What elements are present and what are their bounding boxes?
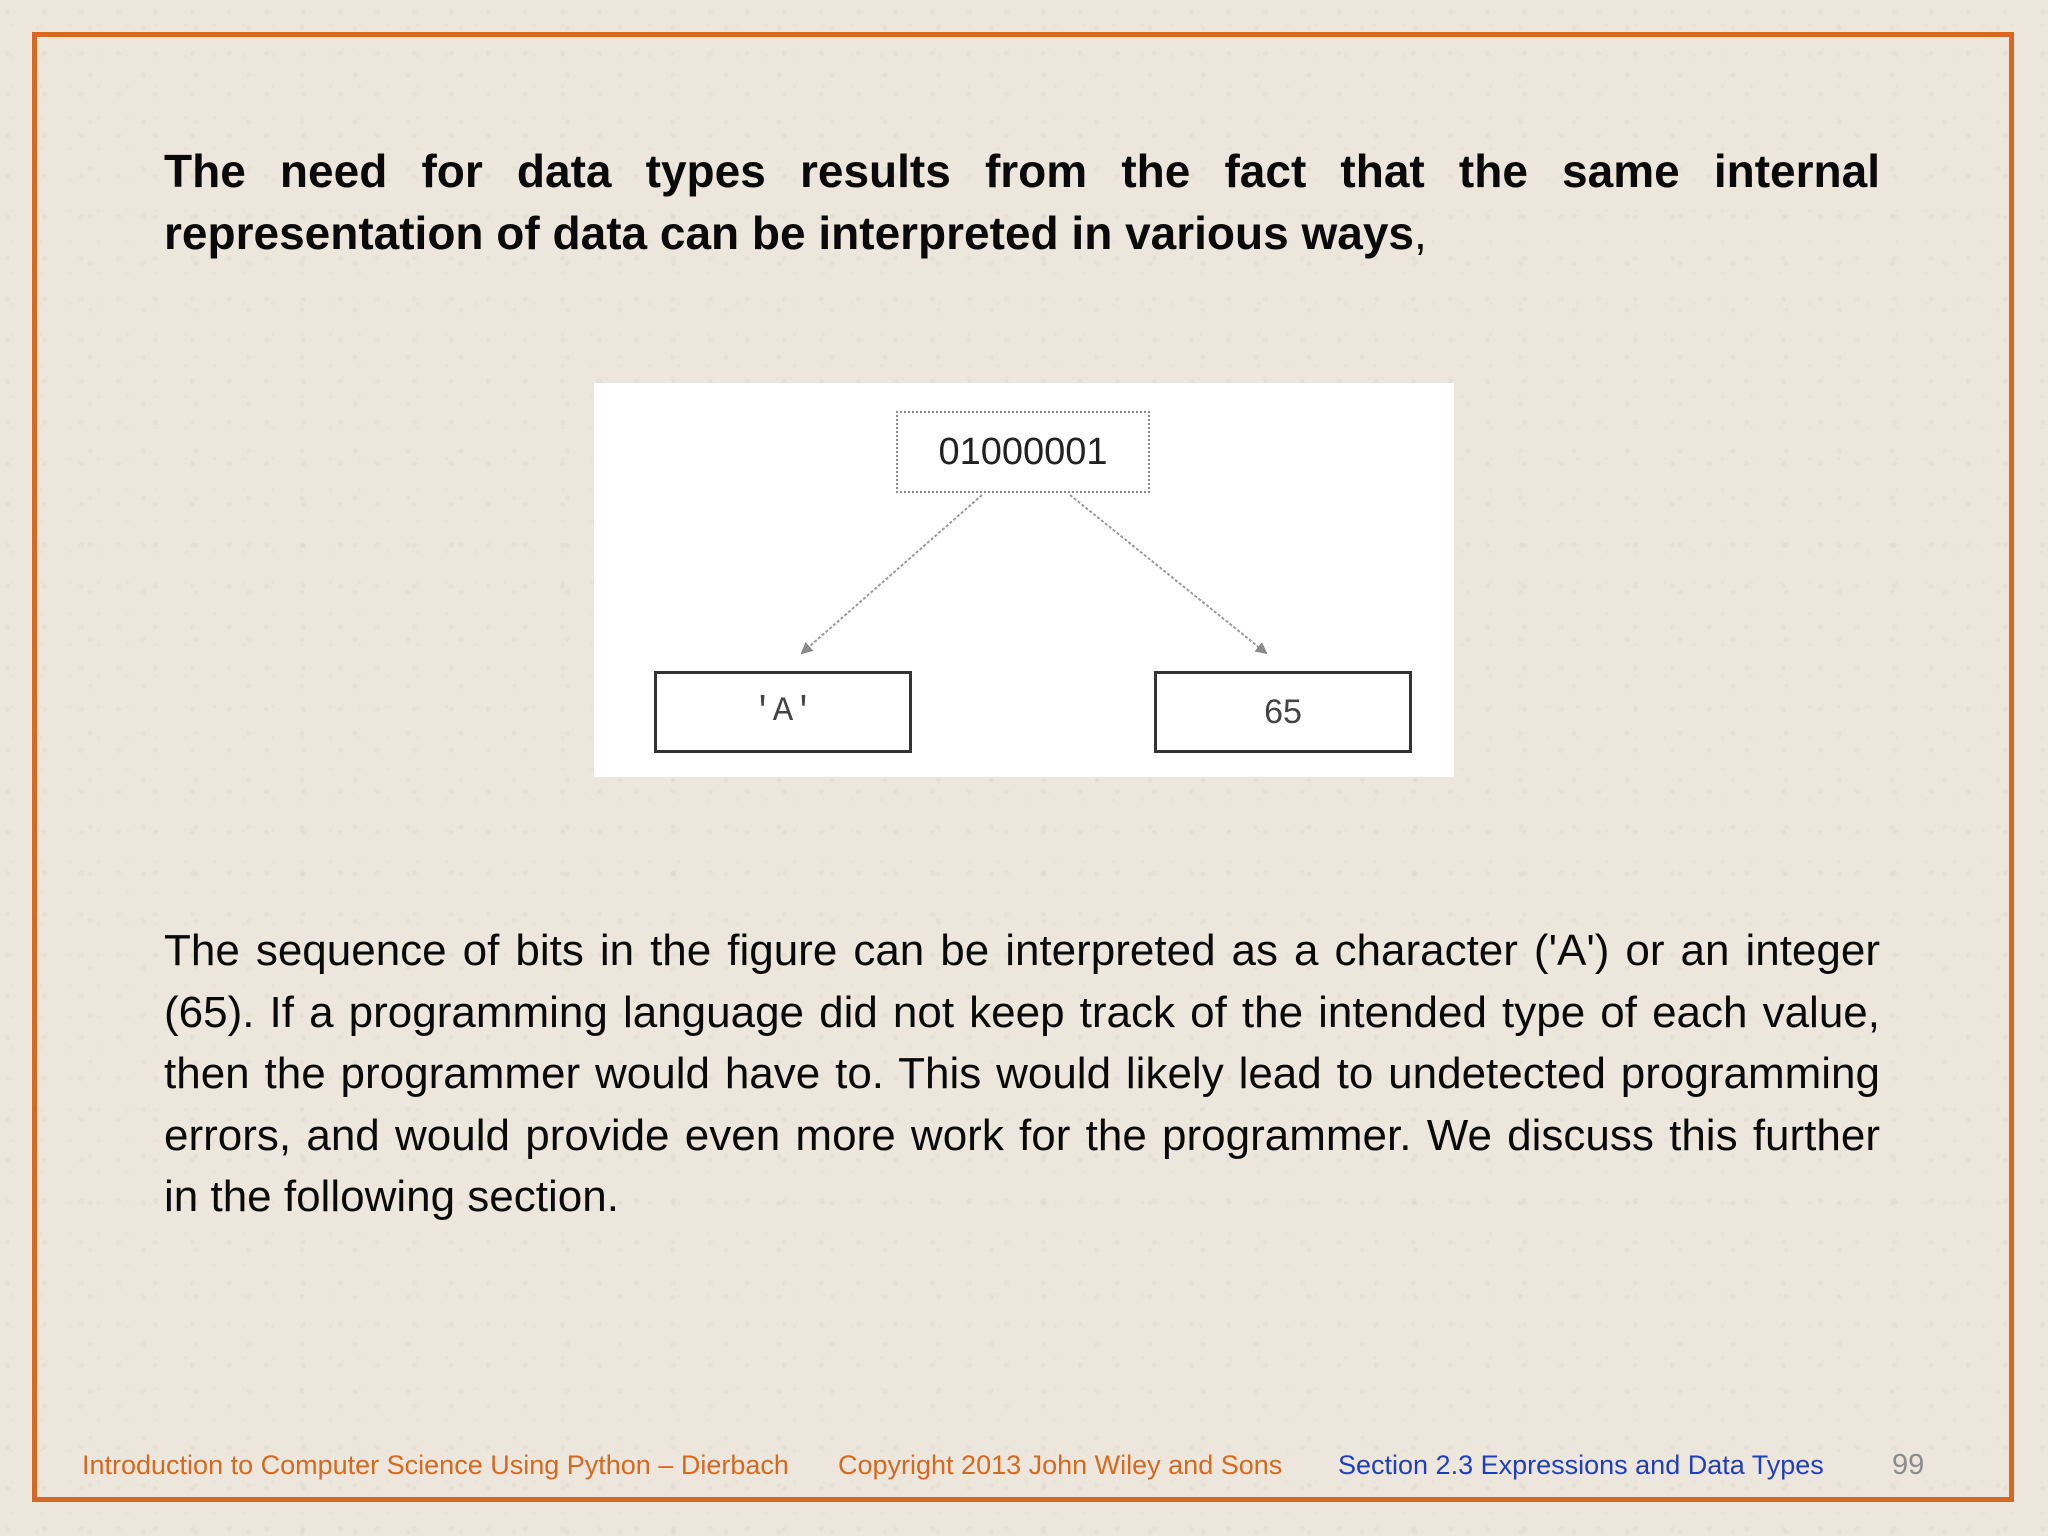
body-paragraph: The sequence of bits in the figure can be interpreted as a character ('A') or an integer (65). If a programming language did not keep track of the intended type of each value, then the programmer would have to. This would likely lead to undetected programming errors, and would provide even more work for the programmer. We discuss this further in the following section.: [164, 926, 1880, 1221]
heading-comma: ,: [1414, 207, 1427, 259]
footer-book-title: Introduction to Computer Science Using Python – Dierbach: [82, 1450, 789, 1480]
character-interpretation-box: 'A': [654, 671, 912, 753]
page-number: 99: [1892, 1449, 1925, 1481]
footer-section: Section 2.3 Expressions and Data Types: [1338, 1450, 1824, 1480]
integer-interpretation-box: 65: [1154, 671, 1412, 753]
slide-heading: [164, 140, 1880, 264]
heading-text: The need for data types results from the fact that the same internal representation of data can be interpreted in various ways: [164, 145, 1880, 259]
arrow-to-int: [1070, 495, 1266, 653]
bit-interpretation-figure: [594, 383, 1454, 777]
footer-copyright: Copyright 2013 John Wiley and Sons: [838, 1450, 1283, 1480]
arrow-to-char: [802, 495, 982, 653]
bit-pattern-box: 01000001: [896, 411, 1150, 493]
